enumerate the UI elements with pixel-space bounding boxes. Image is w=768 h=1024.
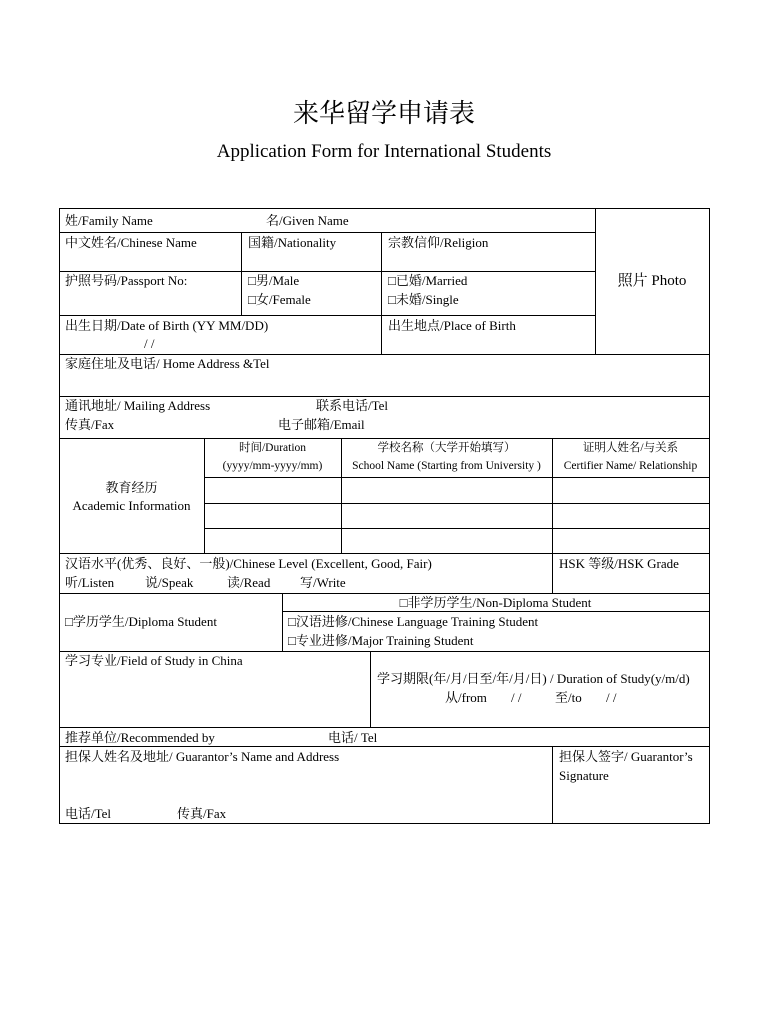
- home-address-label: 家庭住址及电话/ Home Address &Tel: [65, 356, 270, 371]
- academic-label-cn: 教育经历: [105, 480, 158, 495]
- married-checkbox[interactable]: □已婚/Married: [388, 273, 468, 288]
- to-slashes: / /: [606, 690, 617, 705]
- photo-placeholder: 照片 Photo: [617, 273, 687, 289]
- passport-label: 护照号码/Passport No:: [65, 273, 188, 288]
- page-subtitle: Application Form for International Students: [216, 141, 552, 162]
- column-divider: [381, 232, 382, 355]
- row-divider: [59, 593, 709, 594]
- row-divider: [59, 651, 709, 652]
- certifier-header-en: Certifier Name/ Relationship: [563, 460, 698, 472]
- row-divider: [59, 553, 709, 554]
- row-divider: [204, 528, 709, 529]
- page-title: 来华留学申请表: [292, 99, 475, 128]
- tel-label: 联系电话/Tel: [316, 398, 389, 413]
- dob-slashes: / /: [144, 336, 155, 351]
- column-divider: [370, 651, 371, 728]
- listen-label: 听/Listen: [65, 575, 115, 590]
- female-checkbox[interactable]: □女/Female: [248, 292, 311, 307]
- row-divider: [59, 315, 595, 316]
- guarantor-name-address-label: 担保人姓名及地址/ Guarantor’s Name and Address: [65, 749, 340, 764]
- speak-label: 说/Speak: [145, 575, 194, 590]
- school-name-header-cn: 学校名称（大学开始填写）: [377, 442, 516, 454]
- guarantor-fax-label: 传真/Fax: [177, 806, 227, 821]
- single-checkbox[interactable]: □未婚/Single: [388, 292, 459, 307]
- row-divider: [204, 477, 709, 478]
- row-divider: [282, 611, 709, 612]
- write-label: 写/Write: [300, 575, 346, 590]
- male-checkbox[interactable]: □男/Male: [248, 273, 300, 288]
- row-divider: [59, 354, 709, 355]
- table-border-left: [59, 208, 60, 824]
- given-name-label: 名/Given Name: [266, 213, 349, 228]
- nationality-label: 国籍/Nationality: [248, 235, 337, 250]
- language-training-checkbox[interactable]: □汉语进修/Chinese Language Training Student: [288, 614, 539, 629]
- row-divider: [59, 746, 709, 747]
- email-label: 电子邮箱/Email: [278, 417, 365, 432]
- column-divider: [552, 746, 553, 824]
- row-divider: [59, 232, 595, 233]
- non-diploma-student-checkbox[interactable]: □非学历学生/Non-Diploma Student: [399, 595, 592, 610]
- certifier-header-cn: 证明人姓名/与关系: [582, 442, 679, 454]
- guarantor-tel-label: 电话/Tel: [65, 806, 112, 821]
- duration-format-header: (yyyy/mm-yyyy/mm): [222, 460, 323, 472]
- hsk-grade-label: HSK 等级/HSK Grade: [559, 556, 679, 571]
- dob-label: 出生日期/Date of Birth (YY MM/DD): [65, 318, 269, 333]
- family-name-label: 姓/Family Name: [65, 213, 153, 228]
- table-border-top: [59, 208, 709, 209]
- from-slashes: / /: [511, 690, 522, 705]
- diploma-student-checkbox[interactable]: □学历学生/Diploma Student: [65, 614, 217, 629]
- guarantor-signature-label-2: Signature: [559, 768, 609, 783]
- field-of-study-label: 学习专业/Field of Study in China: [65, 653, 243, 668]
- place-of-birth-label: 出生地点/Place of Birth: [388, 318, 516, 333]
- row-divider: [59, 396, 709, 397]
- major-training-checkbox[interactable]: □专业进修/Major Training Student: [288, 633, 474, 648]
- row-divider: [204, 503, 709, 504]
- religion-label: 宗教信仰/Religion: [388, 235, 489, 250]
- mailing-address-label: 通讯地址/ Mailing Address: [65, 398, 211, 413]
- duration-of-study-label: 学习期限(年/月/日至/年/月/日) / Duration of Study(y/m/d): [377, 671, 690, 686]
- to-label: 至/to: [555, 690, 582, 705]
- table-border-bottom: [59, 823, 709, 824]
- table-border-right: [709, 208, 710, 824]
- recommended-by-label: 推荐单位/Recommended by: [65, 730, 215, 745]
- duration-header: 时间/Duration: [238, 442, 307, 454]
- row-divider: [59, 727, 709, 728]
- guarantor-signature-label: 担保人签字/ Guarantor’s: [559, 749, 693, 764]
- read-label: 读/Read: [227, 575, 271, 590]
- from-label: 从/from: [445, 690, 487, 705]
- column-divider: [241, 232, 242, 316]
- row-divider: [59, 438, 709, 439]
- fax-label: 传真/Fax: [65, 417, 115, 432]
- school-name-header-en: School Name (Starting from University ): [352, 460, 541, 472]
- chinese-level-label: 汉语水平(优秀、良好、一般)/Chinese Level (Excellent, Good, Fair): [65, 556, 432, 571]
- recommended-tel-label: 电话/ Tel: [328, 730, 378, 745]
- row-divider: [59, 271, 595, 272]
- academic-label-en: Academic Information: [72, 498, 191, 513]
- chinese-name-label: 中文姓名/Chinese Name: [65, 235, 197, 250]
